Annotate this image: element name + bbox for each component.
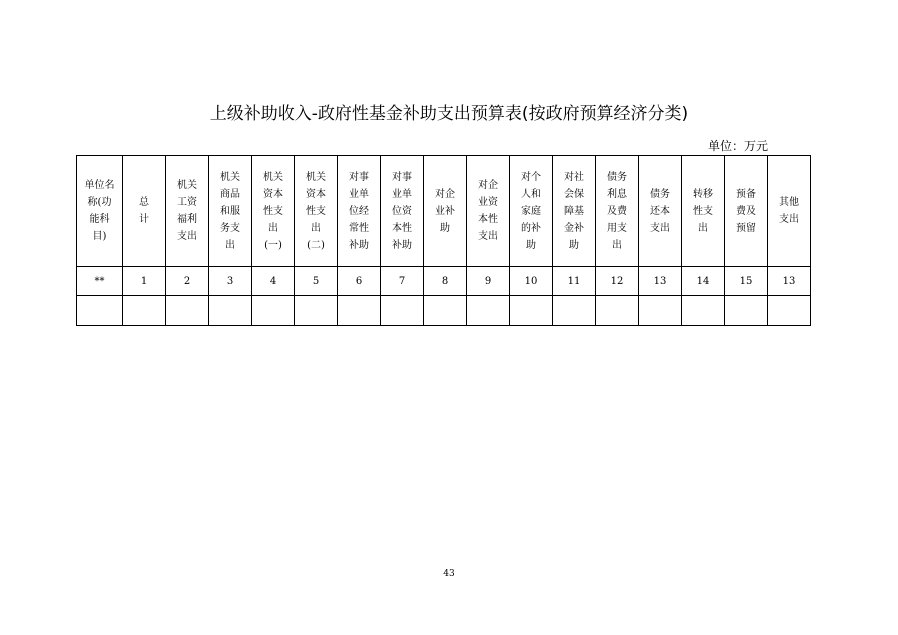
header-cell: 预备 费及 预留 [725,156,768,267]
empty-cell [510,296,553,326]
column-number-cell: 8 [424,267,467,296]
empty-cell [252,296,295,326]
empty-cell [553,296,596,326]
empty-cell [209,296,252,326]
column-number-cell: 13 [639,267,682,296]
empty-cell [596,296,639,326]
empty-cell [381,296,424,326]
column-number-row [77,267,811,296]
column-number-cell: 15 [725,267,768,296]
empty-cell [639,296,682,326]
column-number-cell: 1 [123,267,166,296]
header-cell: 机关 资本 性支 出 (一) [252,156,295,267]
empty-cell [682,296,725,326]
header-cell: 对企 业补 助 [424,156,467,267]
column-number-cell: 7 [381,267,424,296]
empty-cell [725,296,768,326]
header-row [77,156,811,267]
column-number-cell: 10 [510,267,553,296]
page-number: 43 [443,569,455,579]
column-number-cell: 13 [768,267,811,296]
header-cell: 机关 资本 性支 出 (二) [295,156,338,267]
budget-table [76,155,811,326]
header-cell: 其他 支出 [768,156,811,267]
table-title: 上级补助收入-政府性基金补助支出预算表(按政府预算经济分类) [209,104,689,124]
header-cell: 债务 还本 支出 [639,156,682,267]
column-number-cell: 5 [295,267,338,296]
header-cell: 总 计 [123,156,166,267]
header-cell: 转移 性支 出 [682,156,725,267]
header-cell: 对事 业单 位经 常性 补助 [338,156,381,267]
column-number-cell: 6 [338,267,381,296]
header-cell: 机关 工资 福利 支出 [166,156,209,267]
empty-cell [338,296,381,326]
header-cell: 对个 人和 家庭 的补 助 [510,156,553,267]
unit-label: 单位：万元 [708,139,769,153]
column-number-cell: 9 [467,267,510,296]
empty-cell [166,296,209,326]
empty-cell [424,296,467,326]
empty-cell [77,296,123,326]
header-cell: 机关 商品 和服 务支 出 [209,156,252,267]
empty-cell [768,296,811,326]
column-number-cell: 3 [209,267,252,296]
empty-cell [123,296,166,326]
empty-data-row [77,296,811,326]
column-number-cell: 14 [682,267,725,296]
column-number-cell: ** [77,267,123,296]
header-cell: 对企 业资 本性 支出 [467,156,510,267]
column-number-cell: 2 [166,267,209,296]
header-cell: 债务 利息 及费 用支 出 [596,156,639,267]
column-number-cell: 12 [596,267,639,296]
header-cell: 对事 业单 位资 本性 补助 [381,156,424,267]
header-cell: 单位名 称(功 能科 目) [77,156,123,267]
column-number-cell: 4 [252,267,295,296]
empty-cell [467,296,510,326]
empty-cell [295,296,338,326]
header-cell: 对社 会保 障基 金补 助 [553,156,596,267]
column-number-cell: 11 [553,267,596,296]
